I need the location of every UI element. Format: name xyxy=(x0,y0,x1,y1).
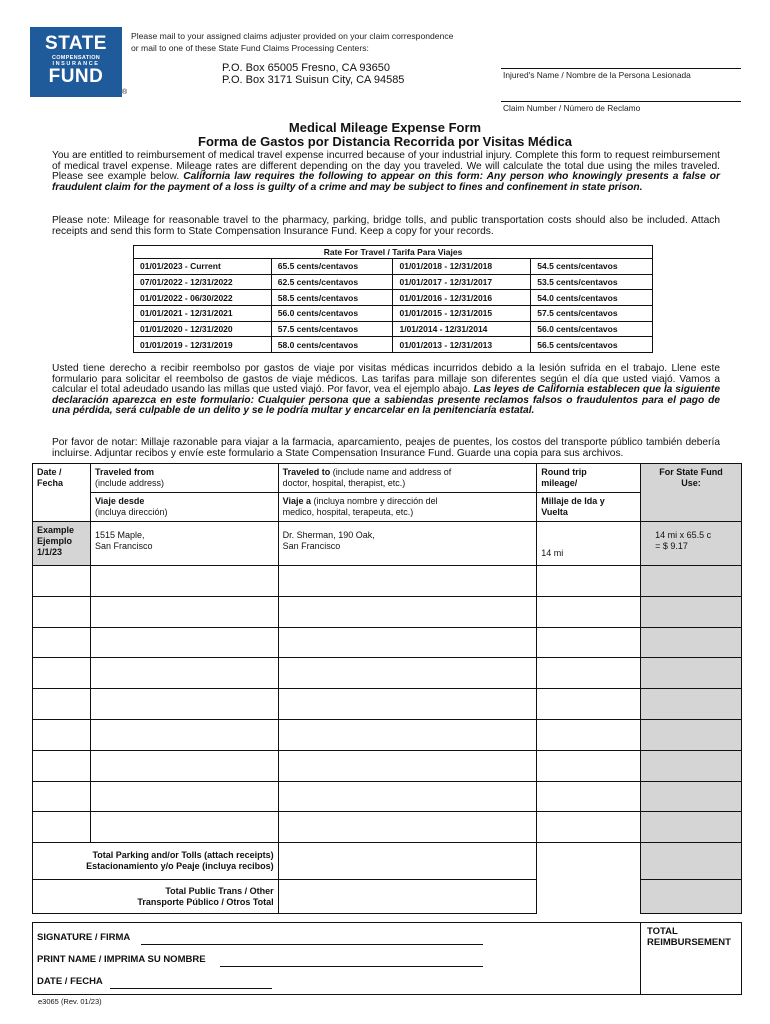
table-row xyxy=(33,566,742,597)
from-cell[interactable] xyxy=(90,596,278,627)
legal-warning-en: California law requires the following to appear on this form: Any person who knowingly presents a false or fraudulent claim for the payment of a loss is guilty of a crime and may be subject to fines and confinement in state prison. xyxy=(52,171,720,193)
table-row xyxy=(33,719,742,750)
table-row xyxy=(33,750,742,781)
total-reimbursement-label: TOTAL REIMBURSEMENT xyxy=(647,926,731,948)
claim-number-field[interactable] xyxy=(501,101,741,102)
address-fresno: P.O. Box 65005 Fresno, CA 93650 xyxy=(222,62,390,74)
miles-cell[interactable] xyxy=(537,596,641,627)
rate-period: 01/01/2019 - 12/31/2019 xyxy=(134,337,272,353)
intro-text-es: Usted tiene derecho a recibir reembolso por gastos de viaje por visitas médicas incurridos debido a la lesión sufrida en el trabajo. Llene este formulario para solicitar el reembolso de gastos de viaje médicos. Las tarifas para millaje son diferentes según el día que usted viajó. Vamos a calcular el total adeudado usando las millas que usted viajó. Por favor, vea el ejemplo abajo. xyxy=(52,363,720,396)
example-from: 1515 Maple, San Francisco xyxy=(90,522,278,566)
table-row xyxy=(33,689,742,720)
table-row xyxy=(33,627,742,658)
rate-value: 56.0 cents/centavos xyxy=(271,306,393,322)
table-row xyxy=(33,781,742,812)
rates-row xyxy=(134,306,653,322)
miles-cell[interactable] xyxy=(537,566,641,597)
to-cell[interactable] xyxy=(278,596,537,627)
millaje-header: Millaje de Ida y Vuelta xyxy=(537,493,641,522)
public-trans-total-field[interactable] xyxy=(278,880,537,914)
rate-value: 57.5 cents/centavos xyxy=(271,321,393,337)
from-cell[interactable] xyxy=(90,658,278,689)
intro-text-en: You are entitled to reimbursement of medical travel expense incurred because of your industrial injury. Complete this form to request reimbursement of medical travel expense. Mileage rates are different depending on the day you traveled. We will calculate the total due using the miles traveled. Please see example below. xyxy=(52,150,720,183)
miles-cell[interactable] xyxy=(537,658,641,689)
logo-fund: FUND xyxy=(48,66,104,87)
example-label: Example Ejemplo 1/1/23 xyxy=(33,522,91,566)
rate-period: 01/01/2018 - 12/31/2018 xyxy=(393,259,531,275)
print-name-field[interactable] xyxy=(220,966,483,967)
rate-value: 58.5 cents/centavos xyxy=(271,290,393,306)
rate-period: 1/01/2014 - 12/31/2014 xyxy=(393,321,531,337)
rate-period: 01/01/2015 - 12/31/2015 xyxy=(393,306,531,322)
injured-name-field[interactable] xyxy=(501,68,741,69)
state-fund-use-header: For State Fund Use: xyxy=(641,464,742,522)
rate-value: 58.0 cents/centavos xyxy=(271,337,393,353)
parking-sf-cell xyxy=(641,843,742,880)
to-cell[interactable] xyxy=(278,627,537,658)
date-cell[interactable] xyxy=(33,596,91,627)
traveled-to-header: Traveled to (include name and address of doctor, hospital, therapist, etc.) xyxy=(278,464,537,493)
processing-addresses xyxy=(222,62,404,86)
state-fund-cell xyxy=(641,566,742,597)
from-cell[interactable] xyxy=(90,627,278,658)
date-cell[interactable] xyxy=(33,812,91,843)
example-to: Dr. Sherman, 190 Oak, San Francisco xyxy=(278,522,537,566)
public-trans-total-label: Total Public Trans / Other Transporte Público / Otros Total xyxy=(33,880,279,914)
date-cell[interactable] xyxy=(33,781,91,812)
from-cell[interactable] xyxy=(90,566,278,597)
table-row xyxy=(33,658,742,689)
viaje-a-header: Viaje a (incluya nombre y dirección del medico, hospital, terapeuta, etc.) xyxy=(278,493,537,522)
date-field[interactable] xyxy=(110,988,272,989)
rates-table-header: Rate For Travel / Tarifa Para Viajes xyxy=(134,246,653,259)
signature-field[interactable] xyxy=(141,944,483,945)
miles-cell[interactable] xyxy=(537,812,641,843)
to-cell[interactable] xyxy=(278,750,537,781)
state-fund-cell xyxy=(641,689,742,720)
state-fund-cell xyxy=(641,750,742,781)
table-row xyxy=(33,596,742,627)
date-cell[interactable] xyxy=(33,658,91,689)
date-label: DATE / FECHA xyxy=(37,976,103,987)
round-trip-header: Round trip mileage/ xyxy=(537,464,641,493)
rate-period: 01/01/2016 - 12/31/2016 xyxy=(393,290,531,306)
date-cell[interactable] xyxy=(33,719,91,750)
registered-mark: ® xyxy=(122,89,128,96)
from-cell[interactable] xyxy=(90,781,278,812)
rate-value: 56.0 cents/centavos xyxy=(531,321,653,337)
example-calculation: 14 mi x 65.5 c = $ 9.17 xyxy=(641,522,742,566)
address-suisun: P.O. Box 3171 Suisun City, CA 94585 xyxy=(222,74,405,86)
state-fund-logo xyxy=(30,27,122,97)
from-cell[interactable] xyxy=(90,689,278,720)
date-cell[interactable] xyxy=(33,689,91,720)
mileage-log-table xyxy=(32,463,742,914)
from-cell[interactable] xyxy=(90,750,278,781)
rate-value: 54.0 cents/centavos xyxy=(531,290,653,306)
viaje-desde-header: Viaje desde (incluya dirección) xyxy=(90,493,278,522)
public-sf-cell xyxy=(641,880,742,914)
form-title-es: Forma de Gastos por Distancia Recorrida por Visitas Médica xyxy=(198,134,572,149)
claim-number-label: Claim Number / Número de Reclamo xyxy=(503,103,641,113)
example-miles: 14 mi xyxy=(537,522,641,566)
logo-compensation: COMPENSATION xyxy=(51,55,101,61)
note-paragraph-en: Please note: Mileage for reasonable travel to the pharmacy, parking, bridge tolls, and public transportation costs should also be included. Attach receipts and send this form to State Compensation Insurance Fund. Keep a copy for your records. xyxy=(52,215,720,237)
traveled-from-header: Traveled from (include address) xyxy=(90,464,278,493)
form-number: e3065 (Rev. 01/23) xyxy=(38,997,102,1006)
public-trans-total-row xyxy=(33,880,742,914)
note-paragraph-es: Por favor de notar: Millaje razonable para viajar a la farmacia, aparcamiento, peajes de puentes, los costos del transporte público también debería incluirse. Adjuntar recibos y envíe este formulario a State Compensation Insurance Fund. Guarde una copia para sus archivos. xyxy=(52,437,720,459)
miles-cell[interactable] xyxy=(537,689,641,720)
date-cell[interactable] xyxy=(33,750,91,781)
legal-warning-es: Las leyes de California establecen que la siguiente declaración aparezca en este formulario: Cualquier persona que a sabiendas presente reclamos falsos o fraudulentos para el pago de una pérdida, será culpable de un delito y se le podría multar y encarcelar en la penitenciaría estatal. xyxy=(52,384,720,417)
state-fund-cell xyxy=(641,719,742,750)
date-cell[interactable] xyxy=(33,566,91,597)
rates-row xyxy=(134,290,653,306)
injured-name-label: Injured's Name / Nombre de la Persona Lesionada xyxy=(503,70,691,80)
signature-label: SIGNATURE / FIRMA xyxy=(37,932,131,943)
table-row xyxy=(33,812,742,843)
rate-period: 01/01/2020 - 12/31/2020 xyxy=(134,321,272,337)
rate-value: 54.5 cents/centavos xyxy=(531,259,653,275)
miles-cell[interactable] xyxy=(537,719,641,750)
rates-row xyxy=(134,337,653,353)
rate-period: 01/01/2023 - Current xyxy=(134,259,272,275)
to-cell[interactable] xyxy=(278,812,537,843)
parking-total-label: Total Parking and/or Tolls (attach receipts) Estacionamiento y/o Peaje (incluya recibos) xyxy=(33,843,279,880)
rate-value: 65.5 cents/centavos xyxy=(271,259,393,275)
rate-value: 62.5 cents/centavos xyxy=(271,274,393,290)
rate-period: 07/01/2022 - 12/31/2022 xyxy=(134,274,272,290)
print-name-label: PRINT NAME / IMPRIMA SU NOMBRE xyxy=(37,954,206,965)
mail-instructions xyxy=(131,30,453,54)
from-cell[interactable] xyxy=(90,812,278,843)
rates-row xyxy=(134,274,653,290)
rates-table xyxy=(133,245,653,353)
parking-spacer xyxy=(537,843,641,880)
to-cell[interactable] xyxy=(278,566,537,597)
mail-line-1: Please mail to your assigned claims adjuster provided on your claim correspondence xyxy=(131,31,454,41)
total-reimbursement-box xyxy=(640,922,742,995)
logo-state: STATE xyxy=(45,33,107,54)
state-fund-cell xyxy=(641,812,742,843)
form-title-en: Medical Mileage Expense Form xyxy=(288,120,482,135)
rates-row xyxy=(134,321,653,337)
intro-paragraph-es xyxy=(52,364,720,417)
miles-cell[interactable] xyxy=(537,750,641,781)
rates-row xyxy=(134,259,653,275)
state-fund-cell xyxy=(641,781,742,812)
miles-cell[interactable] xyxy=(537,627,641,658)
to-cell[interactable] xyxy=(278,719,537,750)
to-cell[interactable] xyxy=(278,658,537,689)
parking-total-field[interactable] xyxy=(278,843,537,880)
logo-insurance: INSURANCE xyxy=(52,61,100,67)
example-row xyxy=(33,522,742,566)
to-cell[interactable] xyxy=(278,781,537,812)
rate-value: 56.5 cents/centavos xyxy=(531,337,653,353)
rate-value: 57.5 cents/centavos xyxy=(531,306,653,322)
rate-period: 01/01/2022 - 06/30/2022 xyxy=(134,290,272,306)
public-spacer xyxy=(537,880,641,914)
mail-line-2: or mail to one of these State Fund Claims Processing Centers: xyxy=(131,43,369,53)
miles-cell[interactable] xyxy=(537,781,641,812)
intro-paragraph-en xyxy=(52,151,720,193)
date-cell[interactable] xyxy=(33,627,91,658)
parking-total-row xyxy=(33,843,742,880)
rate-value: 53.5 cents/centavos xyxy=(531,274,653,290)
state-fund-cell xyxy=(641,627,742,658)
to-cell[interactable] xyxy=(278,689,537,720)
rate-period: 01/01/2013 - 12/31/2013 xyxy=(393,337,531,353)
rate-period: 01/01/2021 - 12/31/2021 xyxy=(134,306,272,322)
state-fund-cell xyxy=(641,658,742,689)
date-header: Date / Fecha xyxy=(33,464,91,522)
state-fund-cell xyxy=(641,596,742,627)
rate-period: 01/01/2017 - 12/31/2017 xyxy=(393,274,531,290)
from-cell[interactable] xyxy=(90,719,278,750)
